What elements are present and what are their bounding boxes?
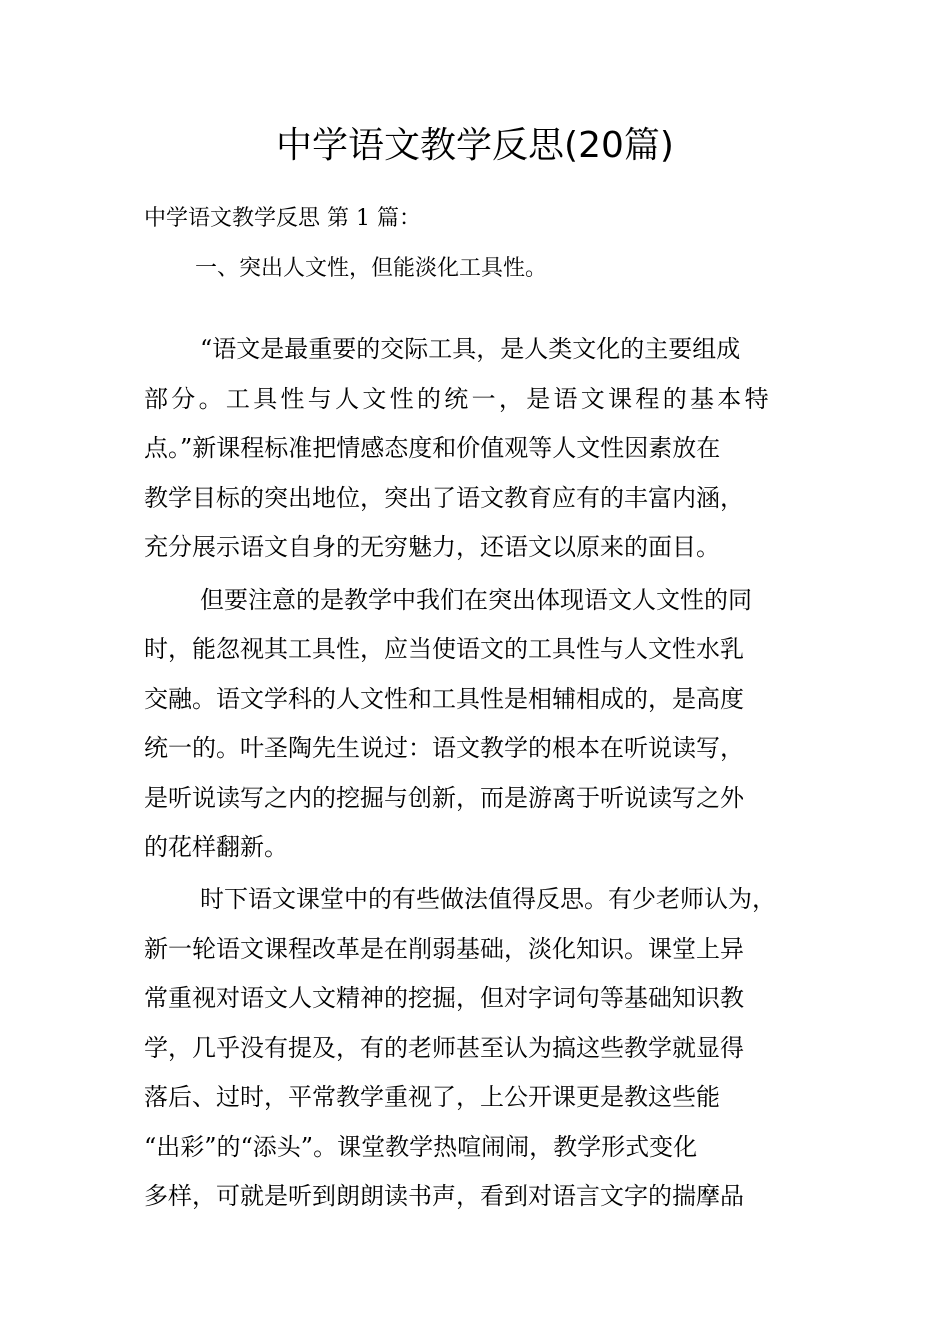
text-line: 时，能忽视其工具性，应当使语文的工具性与人文性水乳	[144, 635, 744, 663]
text-line: 是听说读写之内的挖掘与创新，而是游离于听说读写之外	[144, 784, 744, 812]
text-line: 常重视对语文人文精神的挖掘，但对字词句等基础知识教	[144, 984, 744, 1012]
text-line: 统一的。叶圣陶先生说过：语文教学的根本在听说读写，	[144, 734, 744, 762]
text-line: 时下语文课堂中的有些做法值得反思。有少老师认为，	[200, 885, 776, 913]
text-line: 部分。工具性与人文性的统一，是语文课程的基本特	[144, 385, 772, 413]
text-line: 新一轮语文课程改革是在削弱基础，淡化知识。课堂上异	[144, 935, 744, 963]
text-line: 教学目标的突出地位，突出了语文教育应有的丰富内涵，	[144, 484, 744, 512]
article-heading: 中学语文教学反思 第 1 篇：	[144, 206, 421, 231]
text-line: 充分展示语文自身的无穷魅力，还语文以原来的面目。	[144, 533, 720, 561]
text-line: 交融。语文学科的人文性和工具性是相辅相成的，是高度	[144, 685, 744, 713]
text-line: 但要注意的是教学中我们在突出体现语文人文性的同	[200, 586, 752, 614]
text-line: 的花样翻新。	[144, 833, 288, 861]
text-line: “语文是最重要的交际工具，是人类文化的主要组成	[200, 335, 741, 363]
text-line: 多样，可就是听到朗朗读书声，看到对语言文字的揣摩品	[144, 1182, 744, 1210]
text-line: 落后、过时，平常教学重视了，上公开课更是教这些能	[144, 1083, 720, 1111]
document-title: 中学语文教学反思(20篇)	[276, 125, 674, 166]
text-line: “出彩”的“添头”。课堂教学热喧闹闹，教学形式变化	[144, 1133, 698, 1161]
text-line: 点。”新课程标准把情感态度和价值观等人文性因素放在	[144, 434, 721, 462]
text-line: 学，几乎没有提及，有的老师甚至认为搞这些教学就显得	[144, 1034, 744, 1062]
section-heading: 一、突出人文性，但能淡化工具性。	[195, 256, 548, 281]
